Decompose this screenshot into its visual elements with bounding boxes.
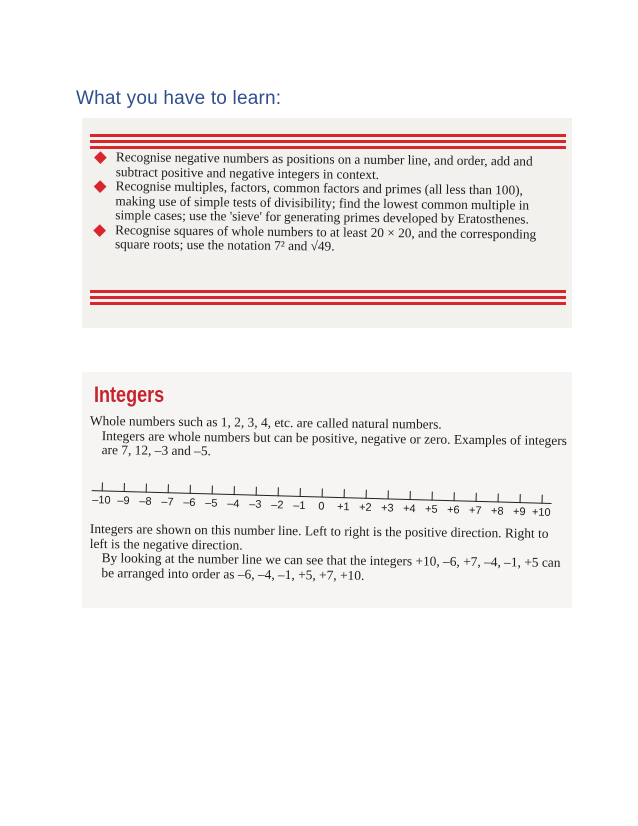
integers-explanation bbox=[89, 522, 568, 585]
number-line-label: –10 bbox=[92, 494, 111, 507]
learning-objectives-box bbox=[82, 118, 572, 328]
paragraph-integers-definition: Integers are whole numbers but can be positive, negative or zero. Examples of integers are 7, 12, –3 and –5. bbox=[101, 427, 568, 459]
integers-intro bbox=[90, 414, 568, 463]
number-line-label: +8 bbox=[490, 505, 504, 518]
red-diamond-bullet-icon bbox=[93, 224, 106, 237]
number-line-label: –7 bbox=[161, 496, 174, 509]
paragraph-natural-numbers: Whole numbers such as 1, 2, 3, 4, etc. are called natural numbers. bbox=[89, 413, 442, 432]
number-line-label: +7 bbox=[468, 504, 482, 517]
page-heading: What you have to learn: bbox=[76, 88, 282, 109]
paragraph-ordering: By looking at the number line we can see that the integers +10, –6, +7, –4, –1, +5 can be arranged into order as –6, –4, –1, +5, +7, +10. bbox=[101, 550, 561, 583]
objective-item bbox=[91, 222, 561, 256]
number-line-label: –6 bbox=[183, 496, 196, 510]
number-line-label: –1 bbox=[293, 499, 306, 513]
number-line-label: +3 bbox=[380, 502, 394, 515]
integers-section bbox=[82, 372, 572, 608]
number-line-label: +6 bbox=[446, 504, 460, 517]
objectives-list bbox=[91, 150, 562, 256]
number-line-label: –5 bbox=[205, 497, 218, 510]
red-diamond-bullet-icon bbox=[94, 180, 107, 193]
objective-text: Recognise negative numbers as positions on a number line, and order, add and subtract positive and negative integers in context. bbox=[115, 149, 533, 182]
number-line-label: +10 bbox=[531, 506, 551, 519]
number-line-label: +5 bbox=[424, 503, 438, 516]
number-line-label: –9 bbox=[117, 494, 130, 508]
red-diamond-bullet-icon bbox=[94, 151, 107, 164]
integers-title: Integers bbox=[94, 382, 165, 407]
number-line-label: 0 bbox=[318, 500, 325, 513]
number-line-label: –4 bbox=[227, 497, 240, 511]
paragraph-direction: Integers are shown on this number line. Left to right is the positive direction. Right to left is the negative direction. bbox=[89, 521, 549, 553]
objective-text: Recognise squares of whole numbers to at least 20 × 20, and the corresponding square roots; use the notation 7² and √49. bbox=[114, 221, 537, 254]
number-line-label: –2 bbox=[271, 499, 284, 512]
bottom-red-rule bbox=[90, 290, 566, 308]
number-line-label: +1 bbox=[336, 500, 350, 514]
objective-text: Recognise multiples, factors, common factors and primes (all less than 100), making use of simple tests of divisibility; find the lowest common multiple in simple cases; use the 'sieve' for generating primes developed by Eratosthenes. bbox=[115, 178, 530, 227]
number-line-label: +4 bbox=[402, 502, 416, 516]
number-line-label: +2 bbox=[358, 501, 372, 514]
number-line-label: +9 bbox=[512, 505, 526, 519]
number-line-label: –8 bbox=[139, 495, 152, 508]
objective-item bbox=[91, 179, 561, 227]
number-line-label: –3 bbox=[249, 498, 262, 511]
